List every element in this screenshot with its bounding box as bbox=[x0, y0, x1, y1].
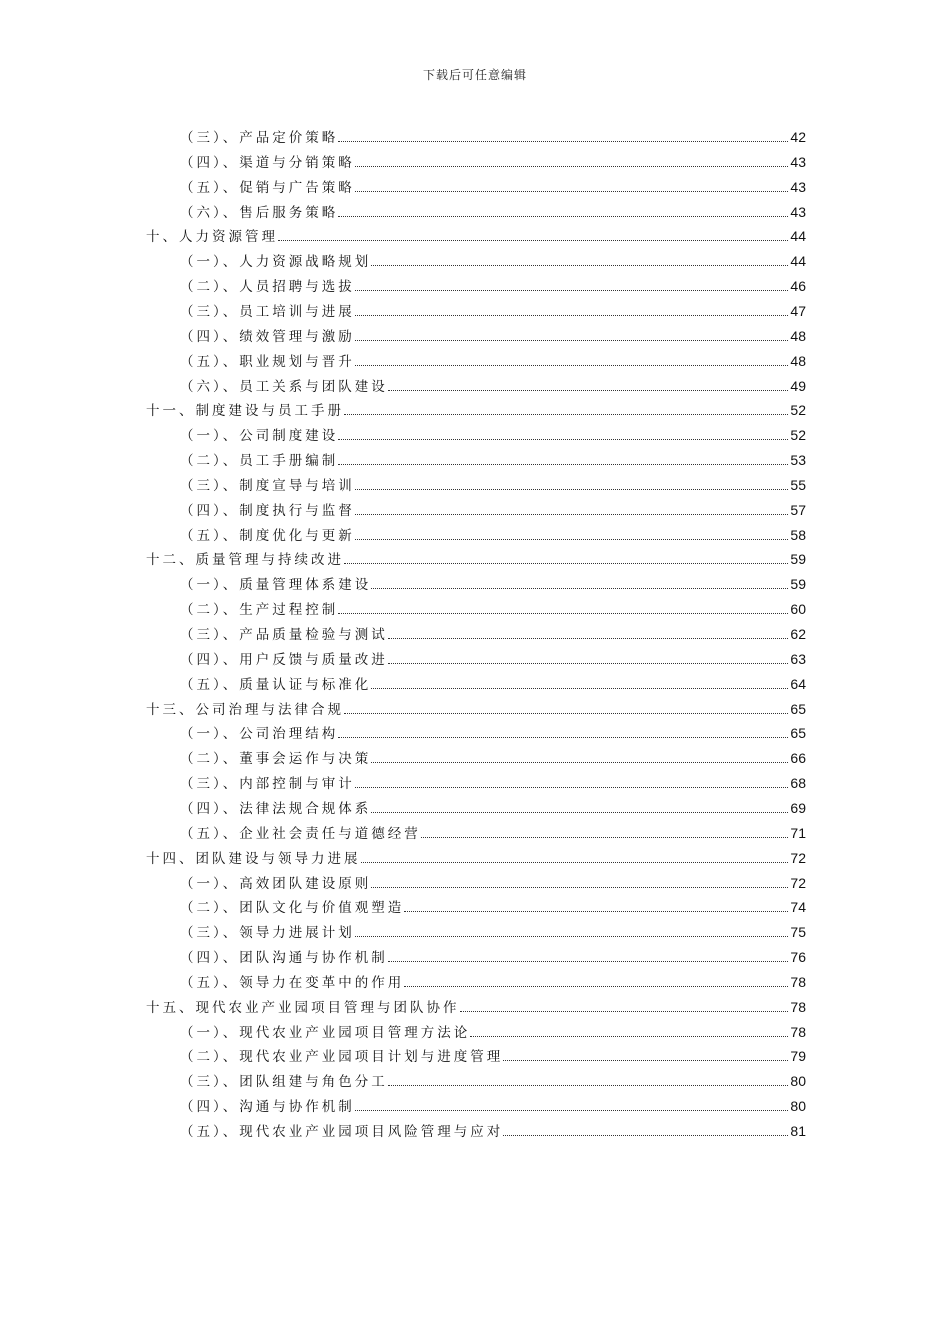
toc-page-number: 47 bbox=[790, 302, 806, 319]
toc-dot-leader bbox=[503, 1135, 788, 1136]
toc-page-number: 74 bbox=[790, 899, 806, 916]
toc-page-number: 68 bbox=[790, 775, 806, 792]
toc-entry-label: （四）、团队沟通与协作机制 bbox=[180, 950, 388, 967]
toc-entry-label: （五）、促销与广告策略 bbox=[180, 179, 355, 196]
toc-chapter-entry[interactable] bbox=[146, 847, 806, 869]
toc-section-entry[interactable] bbox=[180, 722, 806, 744]
toc-page-number: 60 bbox=[790, 601, 806, 618]
toc-chapter-entry[interactable] bbox=[146, 548, 806, 570]
toc-page-number: 57 bbox=[790, 501, 806, 518]
toc-page-number: 48 bbox=[790, 327, 806, 344]
toc-entry-label: 十二、质量管理与持续改进 bbox=[146, 552, 344, 569]
toc-dot-leader bbox=[355, 365, 789, 366]
toc-page-number: 42 bbox=[790, 129, 806, 145]
toc-section-entry[interactable] bbox=[180, 747, 806, 769]
toc-dot-leader bbox=[355, 514, 789, 515]
toc-dot-leader bbox=[460, 1011, 789, 1012]
toc-section-entry[interactable] bbox=[180, 1045, 806, 1067]
toc-page-number: 59 bbox=[790, 576, 806, 593]
toc-dot-leader bbox=[355, 936, 789, 937]
toc-dot-leader bbox=[371, 887, 788, 888]
toc-dot-leader bbox=[361, 862, 789, 863]
toc-section-entry[interactable] bbox=[180, 772, 806, 794]
toc-entry-label: （四）、用户反馈与质量改进 bbox=[180, 651, 388, 668]
toc-dot-leader bbox=[371, 265, 788, 266]
toc-section-entry[interactable] bbox=[180, 896, 806, 918]
toc-dot-leader bbox=[388, 638, 789, 639]
toc-section-entry[interactable] bbox=[180, 300, 806, 322]
toc-section-entry[interactable] bbox=[180, 449, 806, 471]
toc-page-number: 43 bbox=[790, 203, 806, 220]
toc-section-entry[interactable] bbox=[180, 176, 806, 198]
toc-dot-leader bbox=[355, 166, 789, 167]
toc-dot-leader bbox=[388, 663, 789, 664]
toc-entry-label: （六）、售后服务策略 bbox=[180, 204, 339, 221]
toc-dot-leader bbox=[371, 588, 788, 589]
toc-entry-label: （三）、制度宣导与培训 bbox=[180, 477, 355, 494]
toc-section-entry[interactable] bbox=[180, 971, 806, 993]
toc-page-number: 59 bbox=[790, 551, 806, 568]
toc-entry-label: （四）、沟通与协作机制 bbox=[180, 1099, 355, 1116]
toc-page-number: 46 bbox=[790, 278, 806, 295]
toc-page-number: 44 bbox=[790, 253, 806, 270]
toc-entry-label: （三）、员工培训与进展 bbox=[180, 303, 355, 320]
toc-entry-label: （一）、质量管理体系建设 bbox=[180, 577, 372, 594]
toc-page-number: 78 bbox=[790, 998, 806, 1015]
toc-page-number: 48 bbox=[790, 352, 806, 369]
toc-entry-label: （一）、高效团队建设原则 bbox=[180, 875, 372, 892]
toc-page-number: 52 bbox=[790, 402, 806, 419]
toc-dot-leader bbox=[388, 390, 789, 391]
toc-dot-leader bbox=[278, 240, 788, 241]
toc-page-number: 52 bbox=[790, 427, 806, 444]
toc-dot-leader bbox=[338, 464, 788, 465]
toc-dot-leader bbox=[421, 837, 789, 838]
toc-page-number: 80 bbox=[790, 1098, 806, 1115]
toc-page-number: 43 bbox=[790, 178, 806, 195]
toc-section-entry[interactable] bbox=[180, 499, 806, 521]
toc-page-number: 44 bbox=[790, 228, 806, 245]
toc-dot-leader bbox=[388, 961, 789, 962]
toc-page-number: 63 bbox=[790, 650, 806, 667]
toc-dot-leader bbox=[338, 216, 788, 217]
toc-section-entry[interactable] bbox=[180, 1120, 806, 1142]
toc-section-entry[interactable] bbox=[180, 424, 806, 446]
toc-entry-label: （五）、质量认证与标准化 bbox=[180, 676, 372, 693]
toc-dot-leader bbox=[388, 1085, 789, 1086]
toc-dot-leader bbox=[355, 489, 789, 490]
toc-page-number: 71 bbox=[790, 824, 806, 841]
toc-page-number: 43 bbox=[790, 153, 806, 170]
toc-page-number: 55 bbox=[790, 476, 806, 493]
toc-section-entry[interactable] bbox=[180, 1021, 806, 1043]
toc-dot-leader bbox=[355, 315, 789, 316]
toc-dot-leader bbox=[344, 563, 788, 564]
toc-entry-label: （五）、企业社会责任与道德经营 bbox=[180, 825, 421, 842]
toc-page-number: 81 bbox=[790, 1123, 806, 1139]
toc-section-entry[interactable] bbox=[180, 648, 806, 670]
toc-entry-label: （五）、制度优化与更新 bbox=[180, 527, 355, 544]
toc-dot-leader bbox=[503, 1060, 788, 1061]
toc-entry-label: 十四、团队建设与领导力进展 bbox=[146, 850, 361, 867]
toc-page-number: 75 bbox=[790, 924, 806, 941]
toc-section-entry[interactable] bbox=[180, 250, 806, 272]
toc-section-entry[interactable] bbox=[180, 325, 806, 347]
toc-entry-label: （二）、团队文化与价值观塑造 bbox=[180, 900, 405, 917]
toc-section-entry[interactable] bbox=[180, 350, 806, 372]
toc-section-entry[interactable] bbox=[180, 598, 806, 620]
toc-dot-leader bbox=[371, 688, 788, 689]
toc-entry-label: （三）、内部控制与审计 bbox=[180, 776, 355, 793]
toc-chapter-entry[interactable] bbox=[146, 996, 806, 1018]
toc-page-number: 69 bbox=[790, 799, 806, 816]
toc-section-entry[interactable] bbox=[180, 126, 806, 148]
toc-chapter-entry[interactable] bbox=[146, 698, 806, 720]
toc-entry-label: （五）、职业规划与晋升 bbox=[180, 353, 355, 370]
toc-dot-leader bbox=[338, 439, 788, 440]
toc-chapter-entry[interactable] bbox=[146, 225, 806, 247]
toc-dot-leader bbox=[355, 1110, 789, 1111]
toc-page-number: 72 bbox=[790, 849, 806, 866]
toc-dot-leader bbox=[344, 713, 788, 714]
toc-chapter-entry[interactable] bbox=[146, 399, 806, 421]
toc-entry-label: （三）、产品定价策略 bbox=[180, 130, 339, 146]
toc-section-entry[interactable] bbox=[180, 375, 806, 397]
toc-entry-label: （二）、员工手册编制 bbox=[180, 453, 339, 470]
toc-page-number: 65 bbox=[790, 725, 806, 742]
toc-page-number: 58 bbox=[790, 526, 806, 543]
toc-dot-leader bbox=[404, 911, 788, 912]
toc-section-entry[interactable] bbox=[180, 1095, 806, 1117]
toc-entry-label: 十三、公司治理与法律合规 bbox=[146, 701, 344, 718]
toc-dot-leader bbox=[371, 812, 788, 813]
toc-dot-leader bbox=[338, 141, 788, 142]
toc-entry-label: （二）、董事会运作与决策 bbox=[180, 751, 372, 768]
toc-entry-label: 十五、现代农业产业园项目管理与团队协作 bbox=[146, 999, 460, 1016]
toc-entry-label: （一）、公司制度建设 bbox=[180, 428, 339, 445]
toc-entry-label: （四）、渠道与分销策略 bbox=[180, 154, 355, 171]
toc-section-entry[interactable] bbox=[180, 573, 806, 595]
toc-page-number: 72 bbox=[790, 874, 806, 891]
toc-page-number: 53 bbox=[790, 452, 806, 469]
toc-section-entry[interactable] bbox=[180, 201, 806, 223]
toc-section-entry[interactable] bbox=[180, 623, 806, 645]
toc-section-entry[interactable] bbox=[180, 946, 806, 968]
toc-entry-label: （三）、团队组建与角色分工 bbox=[180, 1074, 388, 1091]
toc-page-number: 65 bbox=[790, 700, 806, 717]
toc-page-number: 49 bbox=[790, 377, 806, 394]
toc-dot-leader bbox=[338, 613, 788, 614]
toc-section-entry[interactable] bbox=[180, 673, 806, 695]
toc-dot-leader bbox=[355, 787, 789, 788]
toc-dot-leader bbox=[371, 762, 788, 763]
toc-dot-leader bbox=[470, 1036, 788, 1037]
toc-page-number: 76 bbox=[790, 949, 806, 966]
toc-entry-label: （一）、人力资源战略规划 bbox=[180, 254, 372, 271]
toc-dot-leader bbox=[355, 539, 789, 540]
toc-entry-label: （二）、人员招聘与选拔 bbox=[180, 279, 355, 296]
toc-dot-leader bbox=[344, 414, 788, 415]
toc-entry-label: （五）、领导力在变革中的作用 bbox=[180, 974, 405, 991]
toc-entry-label: （四）、制度执行与监督 bbox=[180, 502, 355, 519]
toc-page-number: 64 bbox=[790, 675, 806, 692]
toc-entry-label: （四）、绩效管理与激励 bbox=[180, 328, 355, 345]
toc-page-number: 66 bbox=[790, 750, 806, 767]
toc-section-entry[interactable] bbox=[180, 275, 806, 297]
toc-entry-label: 十一、制度建设与员工手册 bbox=[146, 403, 344, 420]
toc-page-number: 62 bbox=[790, 626, 806, 642]
toc-entry-label: 十、人力资源管理 bbox=[146, 229, 278, 246]
toc-entry-label: （二）、现代农业产业园项目计划与进度管理 bbox=[180, 1049, 504, 1066]
toc-entry-label: （四）、法律法规合规体系 bbox=[180, 800, 372, 817]
toc-page-number: 78 bbox=[790, 973, 806, 990]
toc-section-entry[interactable] bbox=[180, 474, 806, 496]
toc-page-number: 78 bbox=[790, 1023, 806, 1040]
toc-page-number: 79 bbox=[790, 1048, 806, 1065]
toc-page-number: 80 bbox=[790, 1073, 806, 1090]
toc-section-entry[interactable] bbox=[180, 797, 806, 819]
toc-section-entry[interactable] bbox=[180, 1070, 806, 1092]
toc-dot-leader bbox=[355, 340, 789, 341]
toc-entry-label: （二）、生产过程控制 bbox=[180, 602, 339, 619]
toc-entry-label: （六）、员工关系与团队建设 bbox=[180, 378, 388, 395]
toc-dot-leader bbox=[355, 290, 789, 291]
toc-section-entry[interactable] bbox=[180, 822, 806, 844]
toc-section-entry[interactable] bbox=[180, 151, 806, 173]
page-header: 下载后可任意编辑 bbox=[422, 68, 527, 82]
toc-dot-leader bbox=[404, 986, 788, 987]
toc-dot-leader bbox=[355, 191, 789, 192]
toc-dot-leader bbox=[338, 737, 788, 738]
toc-entry-label: （一）、公司治理结构 bbox=[180, 726, 339, 743]
toc-entry-label: （一）、现代农业产业园项目管理方法论 bbox=[180, 1024, 471, 1041]
toc-entry-label: （五）、现代农业产业园项目风险管理与应对 bbox=[180, 1124, 504, 1140]
toc-section-entry[interactable] bbox=[180, 524, 806, 546]
toc-section-entry[interactable] bbox=[180, 921, 806, 943]
toc-entry-label: （三）、产品质量检验与测试 bbox=[180, 627, 388, 643]
toc-section-entry[interactable] bbox=[180, 872, 806, 894]
toc-entry-label: （三）、领导力进展计划 bbox=[180, 925, 355, 942]
